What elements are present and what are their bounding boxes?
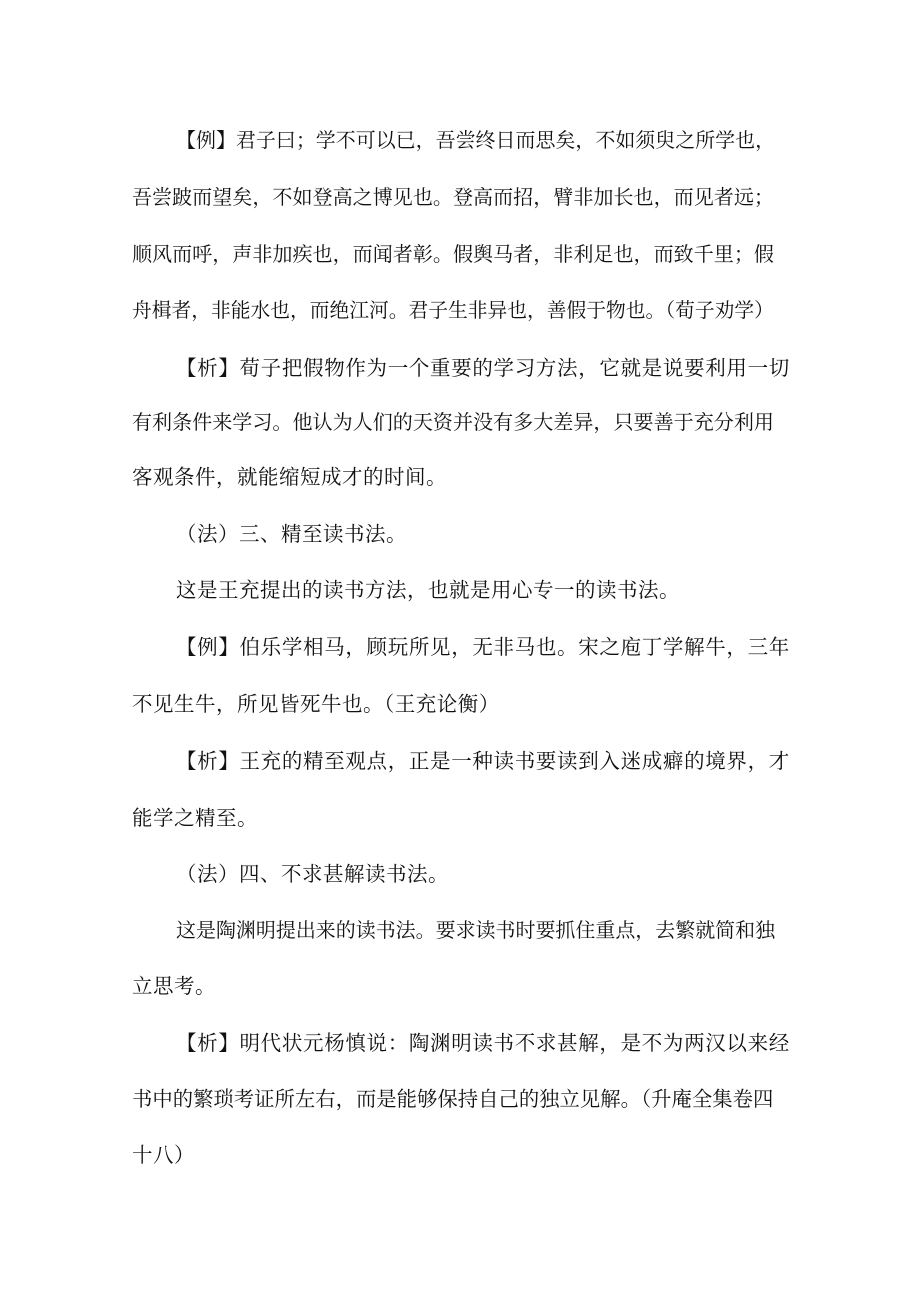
paragraph-example-2-line-2: 不见生牛，所见皆死牛也。（王充论衡） [132, 692, 500, 716]
paragraph-example-2-line-1: 【例】伯乐学相马，顾玩所见，无非马也。宋之庖丁学解牛，三年 [176, 635, 790, 659]
paragraph-analysis-2-line-1: 【析】王充的精至观点，正是一种读书要读到入迷成癖的境界，才 [176, 749, 790, 773]
method-intro-4-line-1: 这是陶渊明提出来的读书法。要求读书时要抓住重点，去繁就简和独 [176, 918, 776, 942]
paragraph-analysis-3-line-1: 【析】明代状元杨慎说：陶渊明读书不求甚解，是不为两汉以来经 [176, 1031, 790, 1055]
paragraph-analysis-1-line-1: 【析】荀子把假物作为一个重要的学习方法，它就是说要利用一切 [176, 356, 790, 380]
paragraph-example-1-line-2: 吾尝跛而望矣，不如登高之博见也。登高而招，臂非加长也，而见者远； [132, 185, 774, 209]
method-heading-4: （法）四、不求甚解读书法。 [176, 862, 449, 886]
method-intro-3: 这是王充提出的读书方法，也就是用心专一的读书法。 [176, 578, 680, 602]
paragraph-analysis-3-line-2: 书中的繁琐考证所左右，而是能够保持自己的独立见解。（升庵全集卷四 [132, 1087, 774, 1111]
paragraph-analysis-1-line-2: 有利条件来学习。他认为人们的天资并没有多大差异，只要善于充分利用 [132, 410, 774, 434]
method-intro-4-line-2: 立思考。 [132, 974, 216, 998]
paragraph-example-1-line-1: 【例】君子曰；学不可以已，吾尝终日而思矣，不如须臾之所学也， [176, 128, 776, 152]
paragraph-analysis-3-line-3: 十八） [132, 1143, 195, 1167]
method-heading-3: （法）三、精至读书法。 [176, 522, 407, 546]
paragraph-analysis-1-line-3: 客观条件，就能缩短成才的时间。 [132, 465, 447, 489]
paragraph-example-1-line-3: 顺风而呼，声非加疾也，而闻者彰。假舆马者，非利足也，而致千里；假 [132, 242, 774, 266]
paragraph-example-1-line-4: 舟楫者，非能水也，而绝江河。君子生非异也，善假于物也。（荀子劝学） [132, 299, 774, 322]
paragraph-analysis-2-line-2: 能学之精至。 [132, 806, 258, 830]
